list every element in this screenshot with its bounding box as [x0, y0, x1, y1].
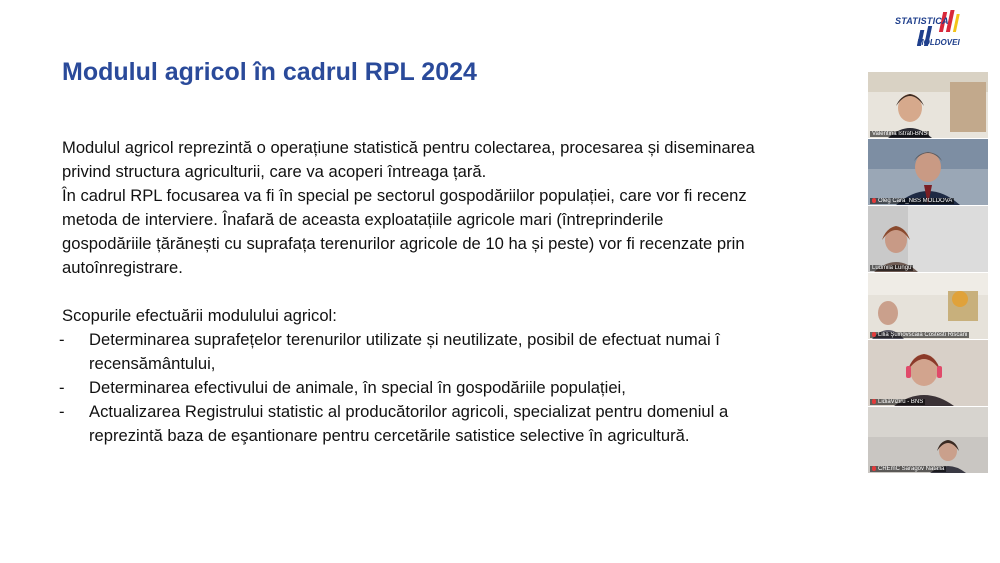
participant-gallery — [868, 72, 988, 472]
paragraph-line: Modulul agricol reprezintă o operațiune statistică pentru colectarea, procesarea și diseminarea — [62, 138, 755, 157]
participant-name: Ludmila Lungu — [872, 265, 912, 271]
participant-name: Lilia Şuinovscaia Costesti Riscani — [870, 332, 969, 338]
participant-name: Oleg Cara_NBS MOLDOVA — [870, 198, 954, 204]
participant-tile[interactable] — [868, 206, 988, 272]
paragraph-line: autoînregistrare. — [62, 258, 183, 277]
participant-tile[interactable] — [868, 340, 988, 406]
participant-video — [868, 139, 988, 205]
participant-video — [868, 340, 988, 406]
goal-bullet — [59, 400, 922, 448]
bullet-line: Actualizarea Registrului statistic al producătorilor agricoli, specializat pentru domeniul a — [89, 402, 729, 421]
bullet-dash: - — [59, 378, 65, 397]
mic-muted-icon — [872, 332, 876, 337]
paragraph-line: privind structura agriculturii, care va acoperi întreaga țară. — [62, 162, 487, 181]
bullet-line: recensământului, — [89, 354, 216, 373]
bullet-line: Determinarea efectivului de animale, în special în gospodăriile populației, — [89, 378, 626, 397]
participant-video — [868, 206, 988, 272]
slide-body — [59, 136, 922, 448]
participant-video — [868, 72, 988, 138]
goal-bullet — [59, 328, 922, 376]
participant-tile[interactable] — [868, 139, 988, 205]
statistica-moldovei-logo — [895, 8, 987, 48]
participant-video — [868, 407, 988, 473]
bullet-dash: - — [59, 330, 65, 349]
participant-tile[interactable] — [868, 273, 988, 339]
paragraph-line: metoda de interviere. Înafară de aceasta exploatațiile agricole mari (întreprinderile — [62, 210, 664, 229]
participant-name: Valentina Istrati-BNS — [872, 131, 928, 137]
bullet-dash: - — [59, 402, 65, 421]
logo-text-statistica: STATISTICA — [895, 16, 949, 26]
bullet-line: Determinarea suprafețelor terenurilor utilizate și neutilizate, posibil de efectuat numai î — [89, 330, 720, 349]
mic-muted-icon — [872, 466, 876, 471]
participant-tile[interactable] — [868, 72, 988, 138]
mic-muted-icon — [872, 399, 876, 404]
paragraph-line: În cadrul RPL focusarea va fi în special pe sectorul gospodăriilor populației, care vor fi recenz — [62, 186, 747, 205]
goal-bullet — [59, 376, 922, 400]
logo-text-moldovei: MOLDOVEI — [917, 38, 960, 47]
slide-title: Modulul agricol în cadrul RPL 2024 — [62, 58, 477, 86]
paragraph-line: gospodăriile țărănești cu suprafața terenurilor agricole de 10 ha și peste) vor fi recenzate prin — [62, 234, 745, 253]
participant-name: LidiaViziru - BNS — [870, 399, 925, 405]
mic-muted-icon — [872, 198, 876, 203]
participant-tile[interactable] — [868, 407, 988, 473]
participant-name: CREmC Saragov Natalia — [870, 466, 946, 472]
participant-video — [868, 273, 988, 339]
bullet-line: reprezintă baza de eşantionare pentru cercetările satistice selective în agricultură. — [89, 426, 690, 445]
goals-heading: Scopurile efectuării modulului agricol: — [62, 306, 337, 325]
